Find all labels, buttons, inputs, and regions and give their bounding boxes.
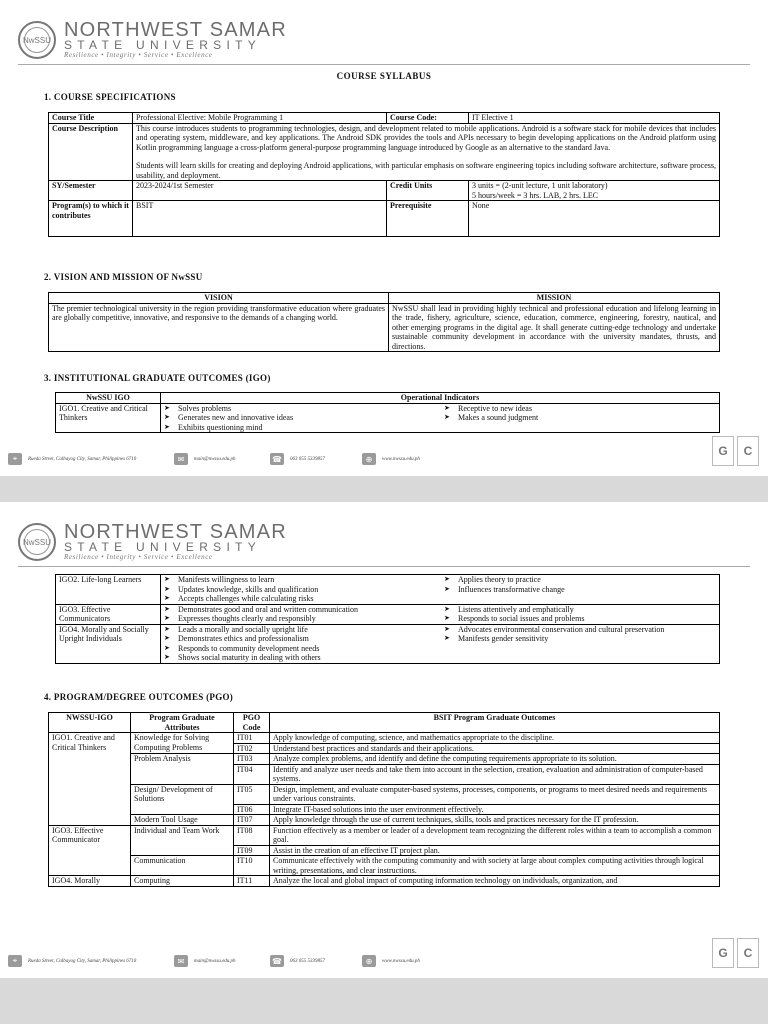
pgo-attribute: Design/ Development of Solutions [131, 784, 234, 815]
pgo-outcome: Function effectively as a member or leader of a development team recognizing the different roles within a team to accomplish a common goal. [270, 825, 720, 845]
location-icon: ⌖ [8, 955, 22, 967]
page-footer: ⌖ Rueda Street, Calbayog City, Samar, Philippines 6710 ✉ main@nwssu.edu.ph ☎ 063 055 5339857 ⊕ www.nwssu.edu.ph [8, 448, 760, 470]
university-name: NORTHWEST SAMAR [64, 520, 287, 543]
university-seal-icon: NwSSU [18, 523, 56, 561]
igo-header: NwSSU IGO [56, 393, 161, 404]
pgo-table [48, 712, 720, 887]
university-seal-icon: NwSSU [18, 21, 56, 59]
igo-name: IGO1. Creative and Critical Thinkers [56, 403, 161, 433]
igo-indicators: ➤ Solves problems ➤ Generates new and innovative ideas ➤ Exhibits questioning mind ➤ Receptive to new ideas ➤ Makes a sound judgment [161, 403, 720, 433]
university-name-sub: STATE UNIVERSITY [64, 37, 262, 52]
label-course-title: Course Title [49, 113, 133, 124]
syllabus-page-1 [0, 0, 768, 476]
university-header [18, 20, 287, 60]
pgo-code: IT11 [234, 876, 270, 887]
section-heading-pgo: 4. PROGRAM/DEGREE OUTCOMES (PGO) [44, 692, 234, 702]
pgo-outcomes-header: BSIT Program Graduate Outcomes [270, 713, 720, 733]
web-icon: ⊕ [362, 955, 376, 967]
pgo-outcome: Assist in the creation of an effective IT project plan. [270, 845, 720, 856]
mission-header: MISSION [389, 293, 720, 304]
label-course-code: Course Code: [387, 113, 469, 124]
web-icon: ⊕ [362, 453, 376, 465]
course-description: This course introduces students to programming technologies, design, and development related to mobile applications. Android is a software stack for mobile devices that includes and operating system, middleware, and key applications. The Android SDK provides the tools and APIs necessary to begin developing applications on the Android platform using Kotlin programming language a cross-platform general-purpose programming language introduced by Google as an alternative to the standard Java. Students will learn skills for creating and deploying Android applications, with particular emphasis on software engineering topics including software architecture, software process, usability, and deployment. [133, 123, 720, 181]
credit-units: 3 units = (2-unit lecture, 1 unit laboratory) 5 hours/week = 3 hrs. LAB, 2 hrs. LEC [469, 181, 720, 201]
igo-name: IGO3. Effective Communicators [56, 604, 161, 624]
igo-indicators: ➤ Demonstrates good and oral and written communication ➤ Expresses thoughts clearly and responsibly ➤ Listens attentively and emphatically ➤ Responds to social issues and problems [161, 604, 720, 624]
pgo-code: IT07 [234, 815, 270, 826]
university-name-sub: STATE UNIVERSITY [64, 539, 262, 554]
pgo-attribute: Knowledge for Solving Computing Problems [131, 733, 234, 754]
igo-name: IGO2. Life-long Learners [56, 575, 161, 605]
indicators-header: Operational Indicators [161, 393, 720, 404]
phone-icon: ☎ [270, 453, 284, 465]
prerequisite: None [469, 201, 720, 237]
mission-text: NwSSU shall lead in providing highly technical and professional education and lifelong learning in the trade, fishery, agriculture, science, education, commerce, engineering, forestry, nautical, and other emerging programs in the digital age. It shall generate cutting-edge technology and undertake sustainable community development in accordance with the university mandates, thrusts, and directions. [389, 303, 720, 352]
label-description: Course Description [49, 123, 133, 181]
pgo-igo: IGO3. Effective Communicator [49, 825, 131, 876]
pgo-outcome: Communicate effectively with the computing community and with society at large about complex computing activities through logical writing, presentations, and clear instructions. [270, 856, 720, 876]
pgo-attribute: Computing [131, 876, 234, 887]
pgo-code: IT06 [234, 804, 270, 815]
section-heading-specs: 1. COURSE SPECIFICATIONS [44, 92, 176, 102]
syllabus-page-2 [0, 502, 768, 978]
course-code: IT Elective 1 [469, 113, 720, 124]
vision-text: The premier technological university in the region providing transformative education where graduates are globally competitive, innovative, and responsive to the demands of a changing world. [49, 303, 389, 352]
cert-badge-icon: C [737, 436, 759, 466]
header-divider [18, 64, 750, 65]
igo-indicators: ➤ Leads a morally and socially upright life ➤ Demonstrates ethics and professionalism ➤ Responds to community development needs ➤ Shows social maturity in dealing with others ➤ Advocates environmental conservation and cultural preservation ➤ Manifests gender sensitivity [161, 624, 720, 663]
section-heading-vm: 2. VISION AND MISSION OF NwSSU [44, 272, 203, 282]
university-motto: Resilience • Integrity • Service • Excellence [64, 552, 213, 561]
label-prereq: Prerequisite [387, 201, 469, 237]
label-sy: SY/Semester [49, 181, 133, 201]
igo-indicators: ➤ Manifests willingness to learn ➤ Updates knowledge, skills and qualification ➤ Accepts challenges while calculating risks ➤ Applies theory to practice ➤ Influences transformative change [161, 575, 720, 605]
pgo-outcome: Integrate IT-based solutions into the user environment effectively. [270, 804, 720, 815]
vision-header: VISION [49, 293, 389, 304]
pgo-attribute: Problem Analysis [131, 754, 234, 785]
phone-icon: ☎ [270, 955, 284, 967]
pgo-igo: IGO1. Creative and Critical Thinkers [49, 733, 131, 826]
label-program: Program(s) to which it contributes [49, 201, 133, 237]
page-footer: ⌖ Rueda Street, Calbayog City, Samar, Philippines 6710 ✉ main@nwssu.edu.ph ☎ 063 055 5339857 ⊕ www.nwssu.edu.ph [8, 950, 760, 972]
pgo-code: IT02 [234, 743, 270, 754]
igo-table-page2 [55, 574, 720, 664]
pgo-outcome: Apply knowledge through the use of current techniques, skills, tools and practices necessary for the IT profession. [270, 815, 720, 826]
pgo-code: IT01 [234, 733, 270, 744]
pgo-code: IT05 [234, 784, 270, 804]
pgo-attribute: Modern Tool Usage [131, 815, 234, 826]
pgo-outcome: Apply knowledge of computing, science, and mathematics appropriate to the discipline. [270, 733, 720, 744]
course-title: Professional Elective: Mobile Programming 1 [133, 113, 387, 124]
pgo-code: IT09 [234, 845, 270, 856]
pgo-outcome: Analyze the local and global impact of computing information technology on individuals, organization, and [270, 876, 720, 887]
cert-badge-icon: C [737, 938, 759, 968]
pgo-code: IT08 [234, 825, 270, 845]
section-heading-igo: 3. INSTITUTIONAL GRADUATE OUTCOMES (IGO) [44, 373, 271, 383]
pgo-igo: IGO4. Morally [49, 876, 131, 887]
pgo-code: IT03 [234, 754, 270, 765]
certification-badges [712, 938, 760, 970]
pgo-code-header: PGO Code [234, 713, 270, 733]
university-header [18, 522, 287, 562]
university-name: NORTHWEST SAMAR [64, 18, 287, 41]
pgo-outcome: Understand best practices and standards and their applications. [270, 743, 720, 754]
pgo-code: IT04 [234, 764, 270, 784]
program: BSIT [133, 201, 387, 237]
school-year: 2023-2024/1st Semester [133, 181, 387, 201]
mail-icon: ✉ [174, 955, 188, 967]
university-motto: Resilience • Integrity • Service • Excellence [64, 50, 213, 59]
pgo-outcome: Identify and analyze user needs and take them into account in the selection, creation, evaluation and administration of computer-based systems. [270, 764, 720, 784]
label-credit: Credit Units [387, 181, 469, 201]
igo-table-page1 [55, 392, 720, 433]
cert-badge-icon: G [712, 938, 734, 968]
pgo-outcome: Analyze complex problems, and identify and define the computing requirements appropriate to its solution. [270, 754, 720, 765]
pgo-code: IT10 [234, 856, 270, 876]
page-title: COURSE SYLLABUS [336, 71, 432, 81]
pgo-attr-header: Program Graduate Attributes [131, 713, 234, 733]
location-icon: ⌖ [8, 453, 22, 465]
pgo-outcome: Design, implement, and evaluate computer-based systems, processes, components, or programs to meet desired needs and requirements under various constraints. [270, 784, 720, 804]
igo-name: IGO4. Morally and Socially Upright Individuals [56, 624, 161, 663]
pgo-igo-header: NWSSU-IGO [49, 713, 131, 733]
mail-icon: ✉ [174, 453, 188, 465]
cert-badge-icon: G [712, 436, 734, 466]
pgo-attribute: Individual and Team Work [131, 825, 234, 856]
header-divider [18, 566, 750, 567]
certification-badges [712, 436, 760, 468]
course-specs-table [48, 112, 720, 237]
vision-mission-table [48, 292, 720, 352]
pgo-attribute: Communication [131, 856, 234, 876]
